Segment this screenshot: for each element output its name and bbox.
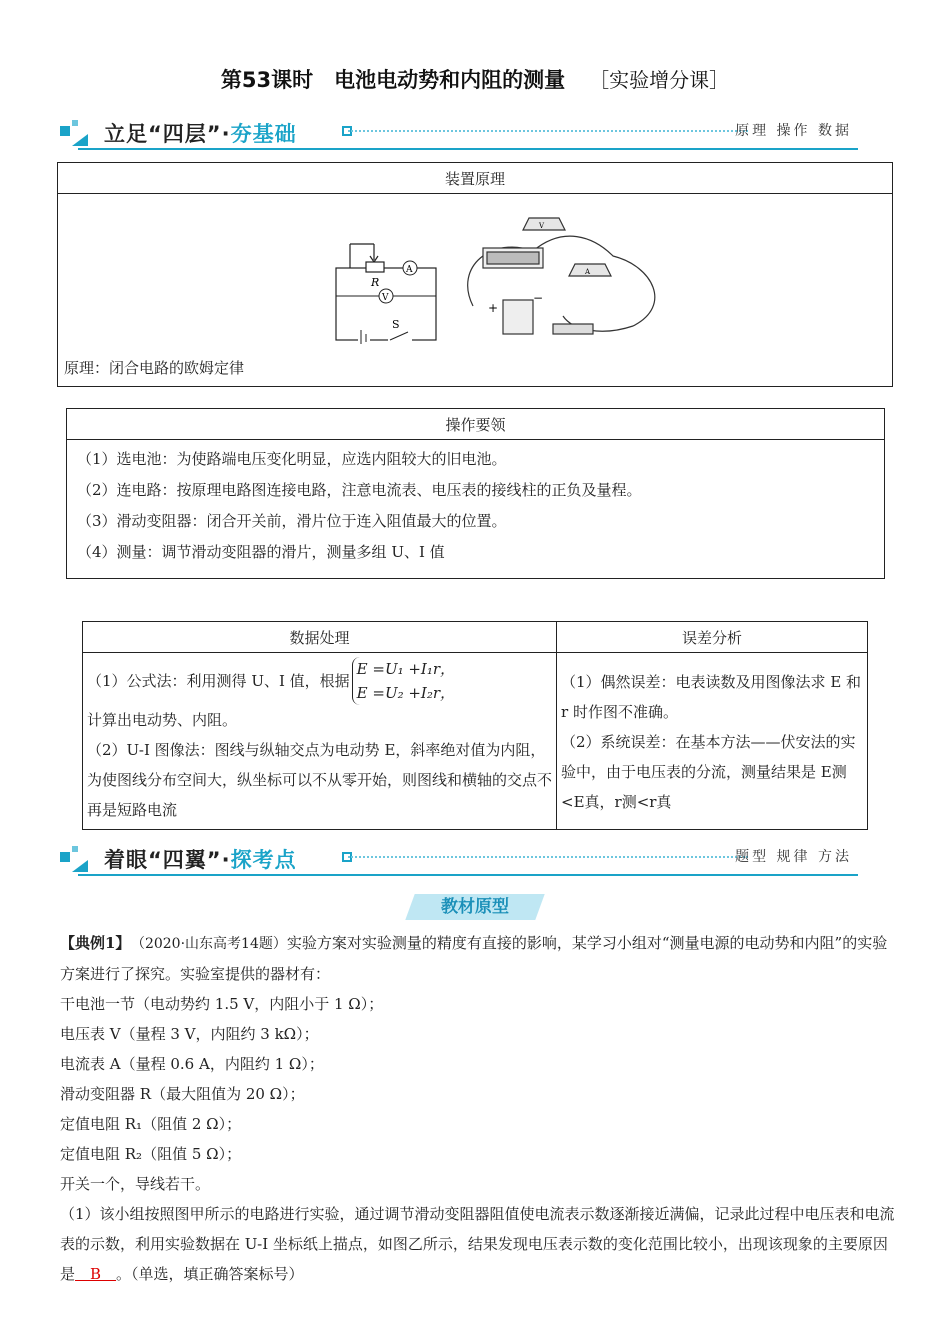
list-item: （4）测量：调节滑动变阻器的滑片，测量多组 U、I 值 [77, 543, 445, 561]
graph-method-text: （2）U-I 图像法：图线与纵轴交点为电动势 E，斜率绝对值为内阻，为使图线分布空间大，纵坐标可以不从零开始，则图线和横轴的交点不再是短路电流 [87, 741, 553, 819]
section-corner-icon [58, 116, 98, 150]
page-title: 第53课时 电池电动势和内阻的测量 ［实验增分课］ [220, 68, 730, 92]
equation-system [352, 657, 455, 705]
list-item: 定值电阻 R₁（阻值 2 Ω）； [60, 1115, 242, 1133]
apparatus-table [57, 162, 893, 387]
apparatus-cell [58, 194, 893, 387]
plus-sign: + [488, 301, 499, 315]
data-processing-cell [83, 653, 557, 830]
operation-table [66, 408, 885, 579]
list-item: （2）连电路：按原理电路图连接电路，注意电流表、电压表的接线柱的正负及量程。 [77, 481, 642, 499]
error-analysis-cell [557, 653, 868, 830]
voltmeter-label: V [382, 293, 389, 303]
random-error-text: （1）偶然误差：电表读数及用图像法求 E 和 r 时作图不准确。 [561, 673, 862, 721]
list-item: （3）滑动变阻器：闭合开关前，滑片位于连入阻值最大的位置。 [77, 512, 507, 530]
svg-text:V: V [539, 222, 545, 230]
principle-text: 原理：闭合电路的欧姆定律 [64, 359, 245, 377]
section-title: 立足“四层”·夯基础 [104, 122, 297, 146]
formula-method-text: （1）公式法：利用测得 U、I 值，根据 [87, 672, 350, 690]
list-item: 定值电阻 R₂（阻值 5 Ω）； [60, 1145, 242, 1163]
table-header: 数据处理 [83, 622, 557, 653]
section-band-foundation [58, 116, 858, 150]
list-item: 电压表 V（量程 3 V，内阻约 3 kΩ）； [60, 1025, 319, 1043]
textbook-prototype-badge: 教材原型 [410, 894, 540, 920]
question-1: （1）该小组按照图甲所示的电路进行实验，通过调节滑动变阻器阻值使电流表示数逐渐接近满偏，记录此过程中电压表和电流表的示数，利用实验数据在 U-I 坐标纸上描点，如图乙所示，结果发现电压表示数的变化范围比较小，出现该现象的主要原因是 B 。（单选，填正确答案标号） [60, 1205, 895, 1283]
systematic-error-text: （2）系统误差：在基本方法——伏安法的实验中，由于电压表的分流，测量结果是 E测<E真，r测<r真 [561, 733, 856, 811]
equation-1: E =U₁ +I₁r， [356, 660, 456, 678]
analysis-table [82, 621, 868, 830]
equation-2: E =U₂ +I₂r， [356, 684, 456, 702]
apparatus-illustration [453, 196, 693, 346]
section-keywords: 题型 规律 方法 [735, 849, 852, 865]
list-item: 滑动变阻器 R（最大阻值为 20 Ω）； [60, 1085, 305, 1103]
answer-blank[interactable]: B [75, 1265, 117, 1283]
list-item: 开关一个，导线若干。 [60, 1175, 211, 1193]
list-item: 干电池一节（电动势约 1.5 V，内阻小于 1 Ω）； [60, 995, 384, 1013]
table-header: 装置原理 [58, 163, 893, 194]
section-title: 着眼“四翼”·探考点 [104, 848, 297, 872]
example-intro: 【典例1】 （2020·山东高考14题）实验方案对实验测量的精度有直接的影响，某学习小组对“测量电源的电动势和内阻”的实验方案进行了探究。实验室提供的器材有： [60, 934, 888, 983]
list-item: 电流表 A（量程 0.6 A，内阻约 1 Ω）； [60, 1055, 324, 1073]
minus-sign: − [533, 291, 544, 305]
operation-cell [67, 440, 885, 579]
ammeter-label: A [406, 265, 413, 275]
resistor-label: R [371, 276, 380, 289]
list-item: （1）选电池：为使路端电压变化明显，应选内阻较大的旧电池。 [77, 450, 507, 468]
switch-label: S [392, 318, 400, 331]
section-keywords: 原理 操作 数据 [735, 123, 852, 139]
table-header: 操作要领 [67, 409, 885, 440]
svg-text:A: A [585, 268, 591, 276]
example-body [60, 928, 900, 1289]
table-header: 误差分析 [557, 622, 868, 653]
section-corner-icon [58, 842, 98, 876]
calc-text: 计算出电动势、内阻。 [87, 711, 238, 729]
section-band-exam [58, 842, 858, 876]
